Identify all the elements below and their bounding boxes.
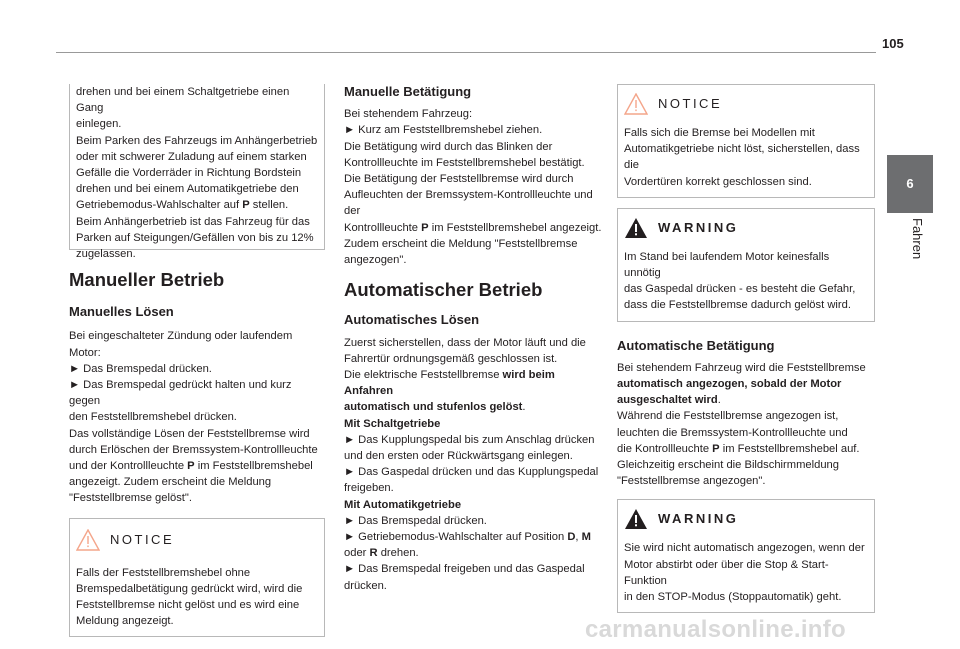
step-line: ► Das Gaspedal drücken und das Kupplungspedal	[344, 466, 599, 479]
step-line: ► Das Bremspedal drücken.	[344, 514, 487, 527]
warning-title: WARNING	[658, 219, 739, 235]
text-line: Zuerst sicherstellen, dass der Motor läuft und die	[344, 336, 586, 349]
text-line: in den STOP-Modus (Stoppautomatik) geht.	[624, 591, 842, 604]
text-line: Bremspedalbetätigung gedrückt wird, wird die	[76, 582, 303, 595]
text-line: Falls der Feststellbremshebel ohne	[76, 566, 251, 579]
text-line: durch Erlöschen der Bremssystem-Kontrollleuchte	[69, 443, 318, 456]
text-line: Getriebemodus-Wahlschalter auf	[76, 199, 243, 212]
text-line: zugelassen.	[76, 248, 136, 261]
warning-title: WARNING	[658, 511, 739, 527]
text-line: drehen und bei einem Schaltgetriebe einen Gang	[76, 86, 290, 115]
emphasis-text: automatisch angezogen, sobald der Motor	[617, 378, 842, 391]
text-line: und der Kontrollleuchte	[69, 460, 188, 473]
text-line: Im Stand bei laufendem Motor keinesfalls unnötig	[624, 250, 830, 280]
text-line: Meldung angezeigt.	[76, 615, 174, 628]
text-line: oder	[344, 547, 370, 560]
text-line: Die Betätigung wird durch das Blinken der	[344, 140, 553, 153]
emphasis-text: wird beim Anfahren	[344, 369, 555, 398]
chapter-tab-label: Fahren	[910, 218, 925, 260]
text-line: Fahrertür ordnungsgemäß geschlossen ist.	[344, 352, 558, 365]
label-manual-gearbox: Mit Schaltgetriebe	[344, 417, 441, 430]
text-line: Gefälle die Vorderräder in Richtung Bordstein	[76, 167, 302, 180]
section-heading: Automatischer Betrieb	[344, 279, 543, 301]
step-line: ► Das Bremspedal gedrückt halten und kurz gegen	[69, 379, 292, 408]
text-line: Während die Feststellbremse angezogen ist,	[617, 410, 839, 423]
text-line: "Feststellbremse angezogen".	[617, 475, 766, 488]
text-line: stellen.	[249, 199, 289, 212]
text-line: Gleichzeitig erscheint die Bildschirmmeldung	[617, 459, 839, 472]
text-line: .	[717, 394, 721, 407]
text-line: drehen.	[377, 547, 419, 560]
text-line: Vordertüren korrekt geschlossen sind.	[624, 175, 812, 188]
text-line: Kontrollleuchte im Feststellbremshebel bestätigt.	[344, 156, 585, 169]
section-heading: Manueller Betrieb	[69, 269, 225, 290]
text-line: Aufleuchten der Bremssystem-Kontrollleuchte und der	[344, 189, 593, 218]
text-line: ,	[575, 531, 582, 544]
text-line: Kontrollleuchte	[344, 221, 422, 234]
text-line: Die elektrische Feststellbremse	[344, 369, 503, 382]
text-line: freigeben.	[344, 482, 394, 495]
text-line: leuchten die Bremssystem-Kontrollleuchte und	[617, 426, 848, 439]
subsection-heading: Automatische Betätigung	[617, 337, 775, 353]
column-1	[69, 84, 325, 637]
text-line: im Feststellbremshebel	[194, 460, 313, 473]
text-line: Bei stehendem Fahrzeug:	[344, 108, 473, 121]
text-line: drücken.	[344, 579, 387, 592]
text-line: die Kontrollleuchte	[617, 442, 713, 455]
gear-position-m: M	[581, 531, 591, 544]
notice-title: NOTICE	[110, 531, 175, 547]
text-line: Automatikgetriebe nicht löst, sicherstellen, dass die	[624, 143, 860, 172]
text-line: Sie wird nicht automatisch angezogen, wenn der	[624, 542, 865, 555]
intro-box	[69, 84, 325, 261]
text-line: Die Betätigung der Feststellbremse wird durch	[344, 173, 574, 186]
text-line: Bei eingeschalteter Zündung oder laufendem Motor:	[69, 330, 293, 359]
indicator-p: P	[712, 442, 720, 455]
text-line: Parken auf Steigungen/Gefällen von bis zu 12%	[76, 231, 314, 244]
text-line: Das vollständige Lösen der Feststellbremse wird	[69, 427, 310, 440]
watermark: carmanualsonline.info	[585, 616, 847, 643]
text-line: dass die Feststellbremse dadurch gelöst wird.	[624, 299, 851, 312]
subsection-heading: Manuelle Betätigung	[344, 84, 472, 99]
text-line: Falls sich die Bremse bei Modellen mit	[624, 127, 815, 139]
step-line: ► Das Bremspedal drücken.	[69, 362, 212, 375]
text-line: im Feststellbremshebel auf.	[719, 442, 860, 455]
text-line: und den ersten oder Rückwärtsgang einlegen.	[344, 450, 573, 463]
text-line: Feststellbremse nicht gelöst und es wird eine	[76, 599, 300, 612]
page-number: 105	[882, 36, 904, 51]
step-line: ► Das Bremspedal freigeben und das Gaspedal	[344, 563, 585, 576]
text-line: Beim Parken des Fahrzeugs im Anhängerbetrieb	[76, 134, 318, 147]
text-line: das Gaspedal drücken - es besteht die Gefahr,	[624, 283, 856, 296]
text-line: oder mit schwerer Zuladung auf einem starken	[76, 150, 307, 163]
text-line: Bei stehendem Fahrzeug wird die Feststellbremse	[617, 361, 866, 374]
text-line: im Feststellbremshebel angezeigt.	[428, 221, 602, 234]
emphasis-text: ausgeschaltet wird	[617, 394, 718, 407]
text-line: angezogen".	[344, 254, 407, 267]
emphasis-text: automatisch und stufenlos gelöst	[344, 401, 523, 414]
notice-box	[617, 84, 875, 198]
warning-icon	[624, 508, 648, 530]
text-line: Beim Anhängerbetrieb ist das Fahrzeug für das	[76, 215, 310, 228]
indicator-p: P	[421, 221, 429, 234]
indicator-p: P	[187, 460, 195, 473]
text-line: "Feststellbremse gelöst".	[69, 492, 192, 505]
notice-title: NOTICE	[658, 95, 723, 111]
notice-icon	[624, 93, 648, 115]
warning-box	[617, 499, 875, 613]
header-divider	[56, 52, 876, 53]
step-line: ► Das Kupplungspedal bis zum Anschlag drücken	[344, 433, 595, 446]
text-line: angezeigt. Zudem erscheint die Meldung	[69, 476, 272, 489]
chapter-tab[interactable]: 6	[887, 155, 933, 213]
column-3	[617, 84, 875, 613]
subsection-heading: Manuelles Lösen	[69, 304, 174, 320]
column-2	[344, 84, 602, 594]
gear-position-d: D	[567, 531, 576, 544]
notice-box	[69, 518, 325, 638]
gear-position-r: R	[369, 547, 378, 560]
gear-position-p: P	[242, 199, 250, 212]
text-line: Zudem erscheint die Meldung "Feststellbremse	[344, 237, 578, 250]
warning-box	[617, 208, 875, 322]
step-line: ► Getriebemodus-Wahlschalter auf Position	[344, 531, 568, 544]
warning-icon	[624, 217, 648, 239]
text-line: drehen und bei einem Automatikgetriebe den	[76, 183, 299, 196]
notice-icon	[76, 529, 100, 551]
label-automatic-gearbox: Mit Automatikgetriebe	[344, 498, 462, 511]
text-line: den Feststellbremshebel drücken.	[69, 411, 237, 424]
text-line: .	[522, 401, 526, 414]
text-line: Motor abstirbt oder über die Stop & Start-Funktion	[624, 558, 829, 587]
subsection-heading: Automatisches Lösen	[344, 312, 480, 328]
text-line: einlegen.	[76, 118, 122, 131]
step-line: ► Kurz am Feststellbremshebel ziehen.	[344, 124, 543, 137]
